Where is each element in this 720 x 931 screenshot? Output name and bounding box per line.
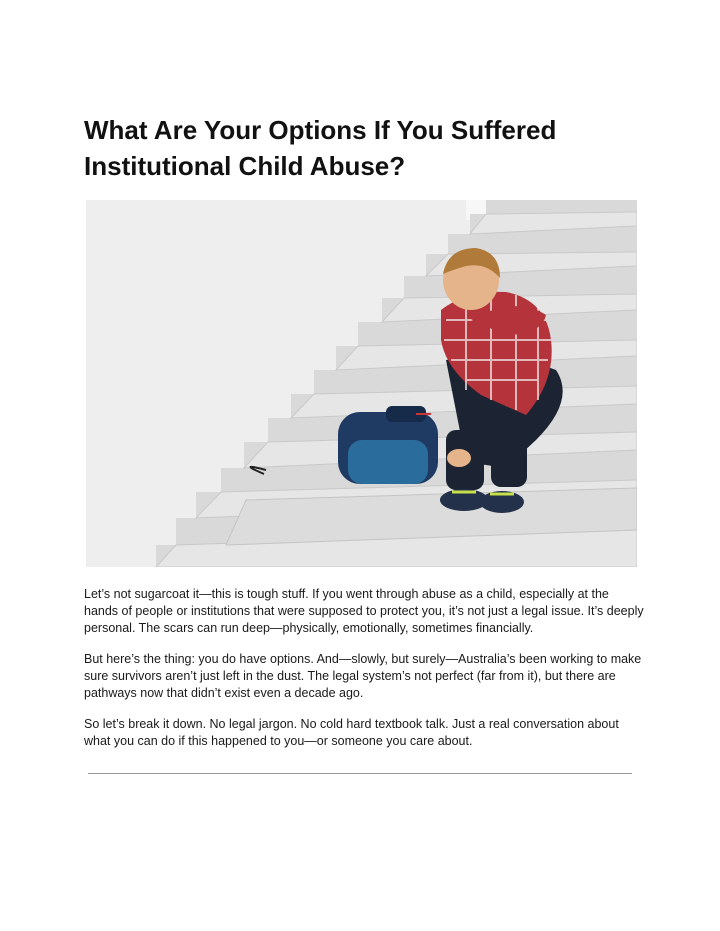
boy-on-stairs-illustration xyxy=(86,200,637,567)
paragraph-options: But here’s the thing: you do have options. And—slowly, but surely—Australia’s been working to make sure survivors aren’t just left in the dust. The legal system’s not perfect (far from it), but there are pathways now that didn’t exist even a decade ago. xyxy=(84,652,642,700)
paragraph-intro: Let’s not sugarcoat it—this is tough stuff. If you went through abuse as a child, especially at the hands of people or institutions that were supposed to protect you, it’s not just a legal issue. It’s deeply personal. The scars can run deep—physically, emotionally, sometimes financially. xyxy=(84,587,644,635)
paragraph-breakdown: So let’s break it down. No legal jargon. No cold hard textbook talk. Just a real conversation about what you can do if this happened to you—or someone you care about. xyxy=(84,717,619,748)
article-title: What Are Your Options If You Suffered Institutional Child Abuse? xyxy=(84,115,557,181)
horizontal-divider xyxy=(88,773,632,774)
hero-image xyxy=(86,200,637,567)
